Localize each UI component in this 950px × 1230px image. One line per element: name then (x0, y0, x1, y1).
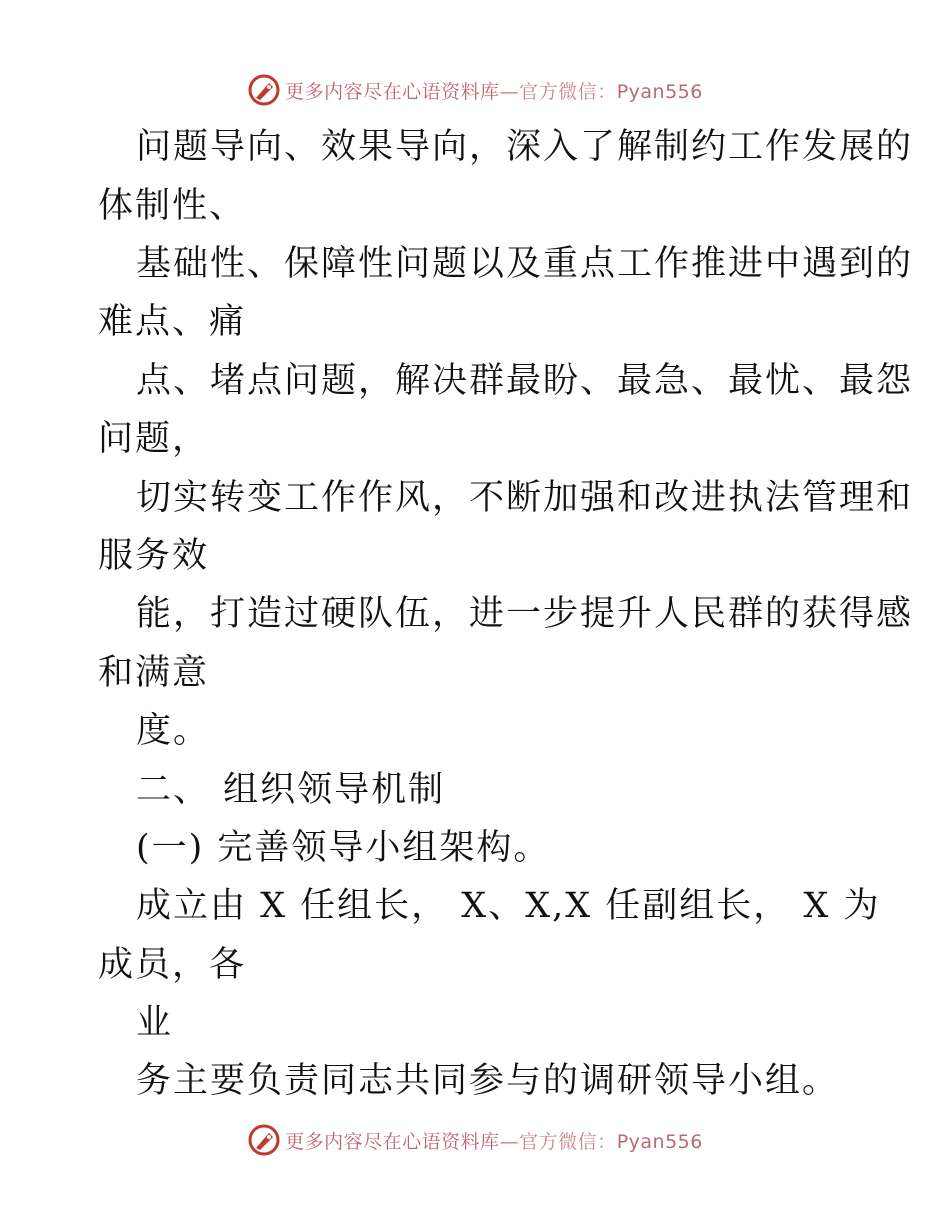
footer-brand: 更多内容尽在心语资料库 (285, 1130, 500, 1153)
body-line: 服务效 (98, 536, 210, 576)
footer-banner (0, 1120, 950, 1160)
body-line: 问题， (98, 419, 210, 459)
body-line: 能，打造过硬队伍，进一步提升人民群的获得感 (136, 594, 914, 634)
footer-wechat-label: 官方微信： (519, 1130, 617, 1153)
body-line: 问题导向、效果导向，深入了解制约工作发展的 (136, 127, 914, 167)
footer-banner-text (285, 1127, 703, 1154)
body-line: 难点、痛 (98, 302, 247, 342)
body-line: 成立由 X 任组长， X、X,X 任副组长， X 为 (136, 886, 881, 926)
footer-wechat-id: Pyan556 (616, 1130, 703, 1153)
header-wechat-id: Pyan556 (616, 80, 703, 103)
body-line: 成员，各 (98, 945, 247, 985)
body-line: 度。 (136, 711, 211, 751)
body-line: 业 (136, 1003, 174, 1043)
body-line: 体制性、 (98, 186, 247, 226)
body-line: 点、堵点问题，解决群最盼、最急、最忧、最怨 (136, 361, 914, 401)
body-line: 务主要负责同志共同参与的调研领导小组。 (136, 1061, 840, 1101)
pen-nib-logo-icon (247, 1123, 281, 1157)
header-wechat-label: 官方微信： (519, 80, 617, 103)
header-separator: — (499, 80, 520, 103)
footer-separator: — (499, 1130, 520, 1153)
body-line: 切实转变工作作风，不断加强和改进执法管理和 (136, 478, 914, 518)
section-heading: 二、 组织领导机制 (136, 770, 446, 810)
subsection-heading: (一) 完善领导小组架构。 (136, 828, 551, 868)
body-line: 和满意 (98, 653, 210, 693)
body-line: 基础性、保障性问题以及重点工作推进中遇到的 (136, 244, 914, 284)
header-brand: 更多内容尽在心语资料库 (285, 80, 500, 103)
